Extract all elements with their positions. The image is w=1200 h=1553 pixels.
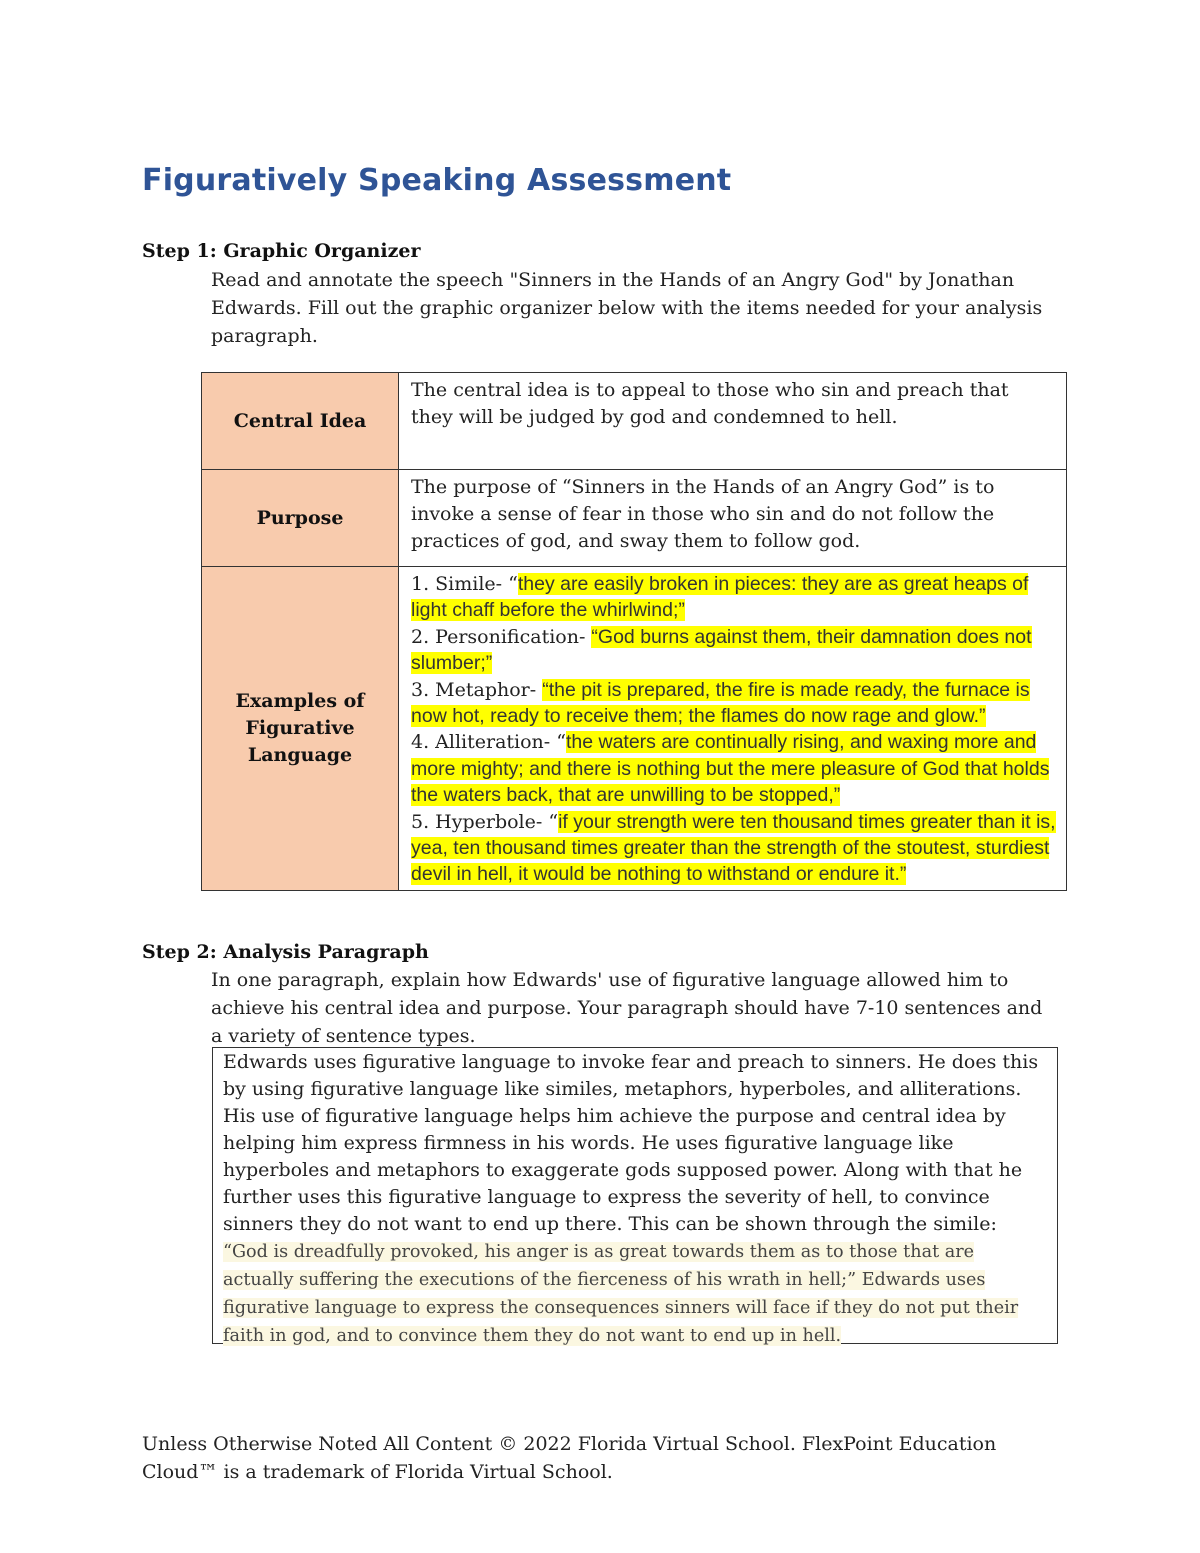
example-item [411,809,1056,888]
step1-instructions: Read and annotate the speech "Sinners in the Hands of an Angry God" by Jonathan Edwards. Fill out the graphic organizer below with the items needed for your analysis paragraph. [211,269,1043,347]
central-idea-label: Central Idea [202,373,399,470]
example-item [411,677,1056,730]
example-quote: if your strength were ten thousand times greater than it is, yea, ten thousand times greater than the strength of the stoutest, sturdiest devil in hell, it would be nothing to withstand or endure it.” [411,810,1056,886]
purpose-text: The purpose of “Sinners in the Hands of an Angry God” is to invoke a sense of fear in those who sin and do not follow the practices of god, and sway them to follow god. [399,470,1067,567]
analysis-paragraph-text: Edwards uses figurative language to invoke fear and preach to sinners. He does this by using figurative language like similes, metaphors, hyperboles, and alliterations. His use of figurative language helps him achieve the purpose and central idea by helping him express firmness in his words. He uses figurative language like hyperboles and metaphors to exaggerate gods supposed power. Along with that he further uses this figurative language to express the severity of hell, to convince sinners they do not want to end up there. This can be shown through the simile: [223,1051,1039,1235]
examples-label: Examples of Figurative Language [202,567,399,891]
analysis-paragraph-box [212,1047,1058,1344]
example-type: 2. Personification- [411,625,592,648]
example-item [411,624,1056,677]
purpose-label: Purpose [202,470,399,567]
example-quote: the waters are continually rising, and waxing more and more mighty; and there is nothing but the mere pleasure of God that holds the waters back, that are unwilling to be stopped,” [411,731,1050,807]
example-type: 1. Simile- “ [411,573,518,595]
example-item [411,571,1056,624]
step2-instructions: In one paragraph, explain how Edwards' use of figurative language allowed him to achieve his central idea and purpose. Your paragraph should have 7-10 sentences and a variety of sentence types. [211,969,1043,1047]
purpose-row [202,470,1067,567]
example-item [411,729,1056,808]
analysis-cited-text: “God is dreadfully provoked, his anger is as great towards them as to those that are actually suffering the executions of the fierceness of his wrath in hell;” Edwards uses figurative language to express the consequences sinners will face if they do not put their faith in god, and to convince them they do not want to end up in hell. [223,1242,1019,1346]
step2-heading: Step 2: Analysis Paragraph [142,941,429,963]
central-idea-row [202,373,1067,470]
graphic-organizer-table [201,372,1067,891]
example-quote: “the pit is prepared, the fire is made ready, the furnace is now hot, ready to receive them; the flames do now rage and glow.” [411,678,1030,728]
central-idea-text: The central idea is to appeal to those who sin and preach that they will be judged by god and condemned to hell. [399,373,1067,470]
example-type: 4. Alliteration- “ [411,731,566,754]
page-title: Figuratively Speaking Assessment [142,163,732,198]
example-quote: they are easily broken in pieces: they are as great heaps of light chaff before the whirlwind;” [411,573,1029,622]
examples-list [399,567,1067,891]
examples-row [202,567,1067,891]
example-quote: “God burns against them, their damnation does not slumber;” [411,625,1032,675]
example-type: 5. Hyperbole- “ [411,810,559,833]
step1-heading: Step 1: Graphic Organizer [142,240,421,262]
copyright-footer: Unless Otherwise Noted All Content © 2022 Florida Virtual School. FlexPoint Education Cloud™ is a trademark of Florida Virtual School. [142,1433,997,1483]
example-type: 3. Metaphor- [411,678,543,701]
